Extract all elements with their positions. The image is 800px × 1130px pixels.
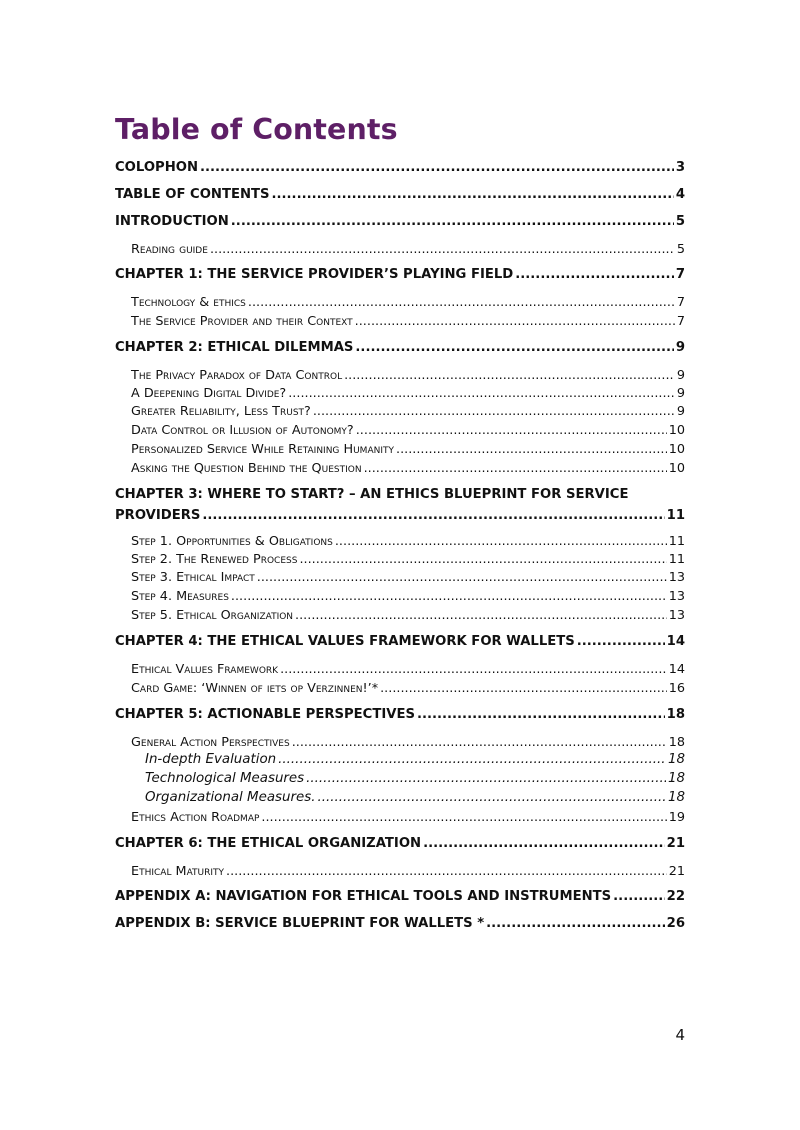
toc-entry-title: APPENDIX A: NAVIGATION FOR ETHICAL TOOLS AND INSTRUMENTS [115, 889, 612, 904]
toc-entry-greater-reliability[interactable] [131, 404, 685, 419]
dot-leader [200, 160, 674, 175]
toc-entry-organizational-measures[interactable] [145, 790, 685, 805]
toc-entry-appendix-b[interactable] [115, 916, 685, 931]
toc-entry-title: Greater Reliability, Less Trust? [131, 404, 311, 419]
toc-page-number: 16 [668, 681, 685, 696]
toc-page-number: 4 [675, 187, 685, 202]
toc-entry-title: The Privacy Paradox of Data Control [131, 368, 343, 383]
dot-leader [344, 368, 675, 383]
toc-entry-chapter-1[interactable] [115, 267, 685, 282]
toc-entry-title: Technological Measures [145, 771, 305, 786]
toc-entry-title: In-depth Evaluation [145, 752, 277, 767]
dot-leader [278, 752, 666, 767]
toc-entry-title: CHAPTER 5: ACTIONABLE PERSPECTIVES [115, 707, 415, 722]
toc-entry-asking-question[interactable] [131, 461, 685, 476]
toc-entry-chapter-2[interactable] [115, 340, 685, 355]
toc-entry-service-provider-context[interactable] [131, 314, 685, 329]
toc-entry-ethical-values-framework[interactable] [131, 662, 685, 677]
toc-entry-title: The Service Provider and their Context [131, 314, 353, 329]
toc-entry-title: Asking the Question Behind the Question [131, 461, 362, 476]
toc-entry-general-action-perspectives[interactable] [131, 735, 685, 750]
toc-entry-title: Ethical Maturity [131, 864, 225, 879]
dot-leader [356, 423, 667, 438]
toc-page-number: 7 [676, 295, 685, 310]
dot-leader [423, 836, 665, 851]
dot-leader [299, 552, 666, 567]
dot-leader [231, 589, 667, 604]
page-title: Table of Contents [115, 113, 398, 146]
toc-entry-privacy-paradox[interactable] [131, 368, 685, 383]
dot-leader [313, 404, 675, 419]
toc-entry-title: Technology & ethics [131, 295, 246, 310]
toc-entry-data-control[interactable] [131, 423, 685, 438]
toc-entry-step-1[interactable] [131, 534, 685, 549]
toc-entry-chapter-4[interactable] [115, 634, 685, 649]
toc-page-number: 11 [668, 534, 685, 549]
toc-entry-card-game[interactable] [131, 681, 685, 696]
toc-entry-title: CHAPTER 6: THE ETHICAL ORGANIZATION [115, 836, 422, 851]
toc-entry-title: Reading guide [131, 242, 208, 257]
toc-entry-introduction[interactable] [115, 214, 685, 229]
toc-page-number: 14 [668, 662, 685, 677]
toc-page-number: 26 [666, 916, 685, 931]
dot-leader [257, 570, 667, 585]
toc-page-number: 9 [676, 386, 685, 401]
toc-page-number: 18 [667, 771, 685, 786]
toc-entry-title: TABLE OF CONTENTS [115, 187, 270, 202]
toc-page-number: 9 [676, 404, 685, 419]
toc-entry-personalized-service[interactable] [131, 442, 685, 457]
toc-entry-title: CHAPTER 1: THE SERVICE PROVIDER’S PLAYING FIELD [115, 267, 514, 282]
dot-leader [210, 242, 675, 257]
toc-entry-in-depth-evaluation[interactable] [145, 752, 685, 767]
toc-entry-appendix-a[interactable] [115, 889, 685, 904]
toc-entry-digital-divide[interactable] [131, 386, 685, 401]
toc-page-number: 9 [675, 340, 685, 355]
toc-entry-title: Step 5. Ethical Organization [131, 608, 294, 623]
toc-entry-ethical-maturity[interactable] [131, 864, 685, 879]
toc-entry-title: APPENDIX B: SERVICE BLUEPRINT FOR WALLETS * [115, 916, 485, 931]
toc-entry-title-line2: PROVIDERS [115, 508, 201, 523]
dot-leader [380, 681, 667, 696]
toc-entry-title: A Deepening Digital Divide? [131, 386, 287, 401]
toc-entry-colophon[interactable] [115, 160, 685, 175]
toc-page-number: 7 [675, 267, 685, 282]
toc-entry-technology-ethics[interactable] [131, 295, 685, 310]
toc-page-number: 13 [668, 570, 685, 585]
dot-leader [577, 634, 665, 649]
toc-page-number: 13 [668, 608, 685, 623]
dot-leader [261, 810, 666, 825]
toc-page-number: 10 [668, 461, 685, 476]
dot-leader [226, 864, 667, 879]
toc-entry-title: CHAPTER 4: THE ETHICAL VALUES FRAMEWORK FOR WALLETS [115, 634, 575, 649]
toc-entry-title: CHAPTER 2: ETHICAL DILEMMAS [115, 340, 354, 355]
toc-entry-title: Ethics Action Roadmap [131, 810, 260, 825]
dot-leader [364, 461, 667, 476]
toc-page-number: 18 [666, 707, 685, 722]
dot-leader [288, 386, 675, 401]
toc-entry-title: Ethical Values Framework [131, 662, 279, 677]
toc-entry-reading-guide[interactable] [131, 242, 685, 257]
dot-leader [613, 889, 664, 904]
toc-entry-title: Card Game: ‘Winnen of iets op Verzinnen!’* [131, 681, 379, 696]
dot-leader [355, 340, 673, 355]
dot-leader [486, 916, 665, 931]
toc-page-number: 11 [668, 552, 685, 567]
dot-leader [417, 707, 665, 722]
toc-entry-table-of-contents[interactable] [115, 187, 685, 202]
dot-leader [396, 442, 667, 457]
toc-entry-step-3[interactable] [131, 570, 685, 585]
dot-leader [272, 187, 674, 202]
toc-page-number: 13 [668, 589, 685, 604]
toc-entry-ethics-action-roadmap[interactable] [131, 810, 685, 825]
toc-entry-title: Step 3. Ethical Impact [131, 570, 255, 585]
toc-page-number: 22 [666, 889, 685, 904]
toc-entry-title: INTRODUCTION [115, 214, 229, 229]
toc-entry-step-5[interactable] [131, 608, 685, 623]
toc-entry-technological-measures[interactable] [145, 771, 685, 786]
toc-page-number: 14 [666, 634, 685, 649]
dot-leader [295, 608, 667, 623]
toc-page-number: 21 [666, 836, 685, 851]
toc-page-number: 10 [668, 442, 685, 457]
toc-entry-title: General Action Perspectives [131, 735, 290, 750]
toc-page-number: 10 [668, 423, 685, 438]
page-number: 4 [675, 1026, 685, 1044]
toc-page-number: 19 [668, 810, 685, 825]
toc-page-number: 7 [676, 314, 685, 329]
dot-leader [335, 534, 667, 549]
toc-entry-step-2[interactable] [131, 552, 685, 567]
dot-leader [306, 771, 666, 786]
toc-entry-title: Data Control or Illusion of Autonomy? [131, 423, 354, 438]
toc-entry-chapter-6[interactable] [115, 836, 685, 851]
toc-page-number: 18 [667, 752, 685, 767]
toc-page-number: 9 [676, 368, 685, 383]
dot-leader [231, 214, 674, 229]
toc-entry-title: COLOPHON [115, 160, 198, 175]
dot-leader [515, 267, 674, 282]
dot-leader [202, 508, 664, 523]
toc-page-number: 5 [676, 242, 685, 257]
dot-leader [280, 662, 667, 677]
toc-entry-chapter-5[interactable] [115, 707, 685, 722]
toc-page-number: 18 [667, 790, 685, 805]
toc-entry-title: Personalized Service While Retaining Humanity [131, 442, 394, 457]
toc-page-number: 21 [668, 864, 685, 879]
toc-entry-title: Step 4. Measures [131, 589, 229, 604]
dot-leader [248, 295, 675, 310]
toc-entry-title: Organizational Measures. [145, 790, 316, 805]
toc-entry-title-line1: CHAPTER 3: WHERE TO START? – AN ETHICS BLUEPRINT FOR SERVICE [115, 487, 629, 502]
dot-leader [292, 735, 667, 750]
toc-page-number: 3 [675, 160, 685, 175]
dot-leader [317, 790, 665, 805]
toc-page-number: 11 [666, 508, 685, 523]
toc-entry-step-4[interactable] [131, 589, 685, 604]
toc-entry-title: Step 2. The Renewed Process [131, 552, 298, 567]
toc-page-number: 5 [675, 214, 685, 229]
toc-entry-title: Step 1. Opportunities & Obligations [131, 534, 333, 549]
dot-leader [355, 314, 675, 329]
toc-page-number: 18 [668, 735, 685, 750]
toc-entry-chapter-3[interactable] [115, 487, 685, 523]
